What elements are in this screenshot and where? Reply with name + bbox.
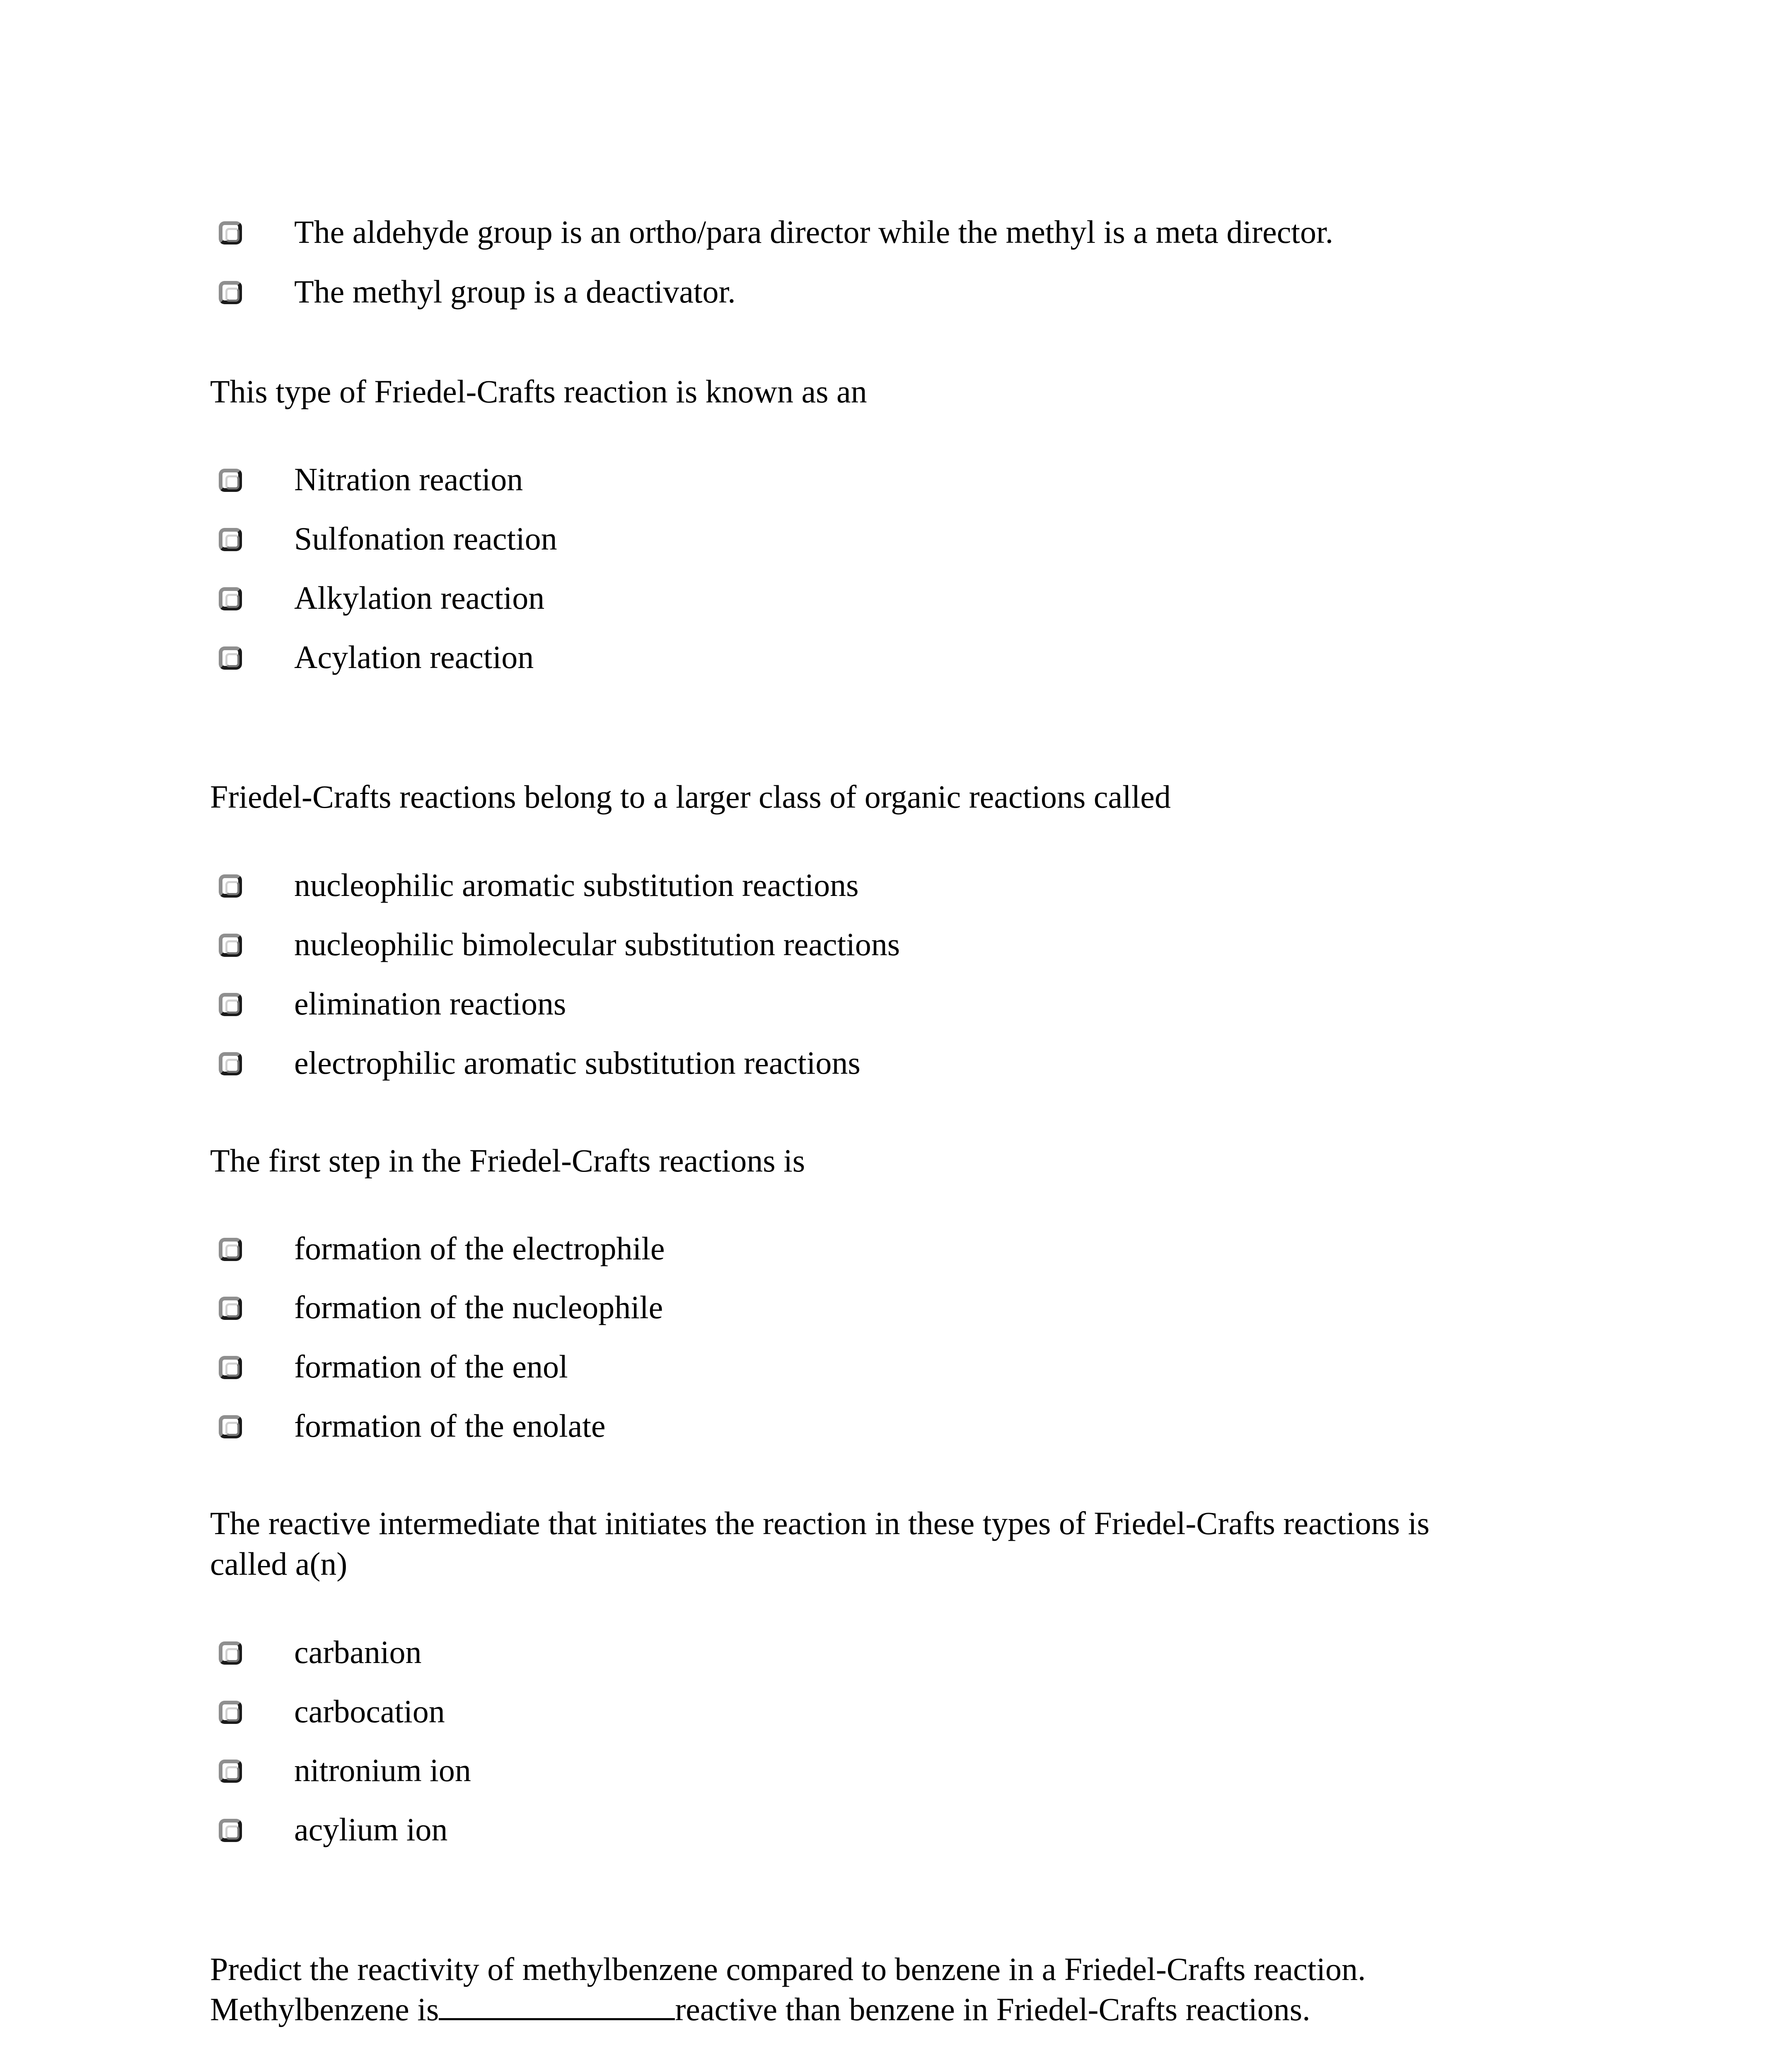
option-label: elimination reactions <box>294 985 566 1021</box>
radio-button-icon[interactable] <box>219 1297 242 1320</box>
option-label: electrophilic aromatic substitution reactions <box>294 1045 861 1081</box>
question-prompt: Friedel-Crafts reactions belong to a larger class of organic reactions called <box>210 779 1171 815</box>
option-label: formation of the enolate <box>294 1408 606 1444</box>
option-label: Alkylation reaction <box>294 580 545 616</box>
question-prompt: This type of Friedel-Crafts reaction is known as an <box>210 373 867 409</box>
fill-in-blank[interactable] <box>439 1989 675 2020</box>
option-label: nucleophilic aromatic substitution reactions <box>294 867 859 903</box>
option-label: carbocation <box>294 1693 445 1729</box>
radio-button-icon[interactable] <box>219 1760 242 1783</box>
option-label: Sulfonation reaction <box>294 520 557 557</box>
radio-button-icon[interactable] <box>219 874 242 898</box>
option-label: The methyl group is a deactivator. <box>294 274 736 310</box>
option-label: formation of the nucleophile <box>294 1289 663 1325</box>
option-label: Acylation reaction <box>294 639 534 675</box>
radio-button-icon[interactable] <box>219 1052 242 1075</box>
option-label: nitronium ion <box>294 1752 471 1788</box>
fill-in-sentence <box>210 1989 1310 2030</box>
radio-button-icon[interactable] <box>219 993 242 1016</box>
radio-button-icon[interactable] <box>219 528 242 551</box>
fill-in-text-before: Methylbenzene is <box>210 1991 439 2027</box>
option-label: nucleophilic bimolecular substitution reactions <box>294 926 900 962</box>
question-prompt: The first step in the Friedel-Crafts reactions is <box>210 1143 805 1179</box>
option-label: Nitration reaction <box>294 461 523 497</box>
radio-button-icon[interactable] <box>219 1415 242 1438</box>
radio-button-icon[interactable] <box>219 1356 242 1379</box>
radio-button-icon[interactable] <box>219 281 242 304</box>
radio-button-icon[interactable] <box>219 1238 242 1261</box>
radio-button-icon[interactable] <box>219 221 242 244</box>
radio-button-icon[interactable] <box>219 1641 242 1665</box>
radio-button-icon[interactable] <box>219 934 242 957</box>
option-label: formation of the enol <box>294 1348 568 1385</box>
option-label: formation of the electrophile <box>294 1230 665 1266</box>
radio-button-icon[interactable] <box>219 469 242 492</box>
fill-in-text-after: reactive than benzene in Friedel-Crafts reactions. <box>675 1991 1310 2027</box>
radio-button-icon[interactable] <box>219 646 242 670</box>
radio-button-icon[interactable] <box>219 1701 242 1724</box>
question-prompt: Predict the reactivity of methylbenzene compared to benzene in a Friedel-Crafts reaction. <box>210 1951 1366 1987</box>
option-label: acylium ion <box>294 1811 448 1847</box>
question-prompt: The reactive intermediate that initiates the reaction in these types of Friedel-Crafts reactions is <box>210 1505 1430 1541</box>
option-label: The aldehyde group is an ortho/para director while the methyl is a meta director. <box>294 214 1334 250</box>
question-prompt-continuation: called a(n) <box>210 1546 348 1582</box>
radio-button-icon[interactable] <box>219 587 242 610</box>
radio-button-icon[interactable] <box>219 1819 242 1842</box>
option-label: carbanion <box>294 1634 422 1670</box>
